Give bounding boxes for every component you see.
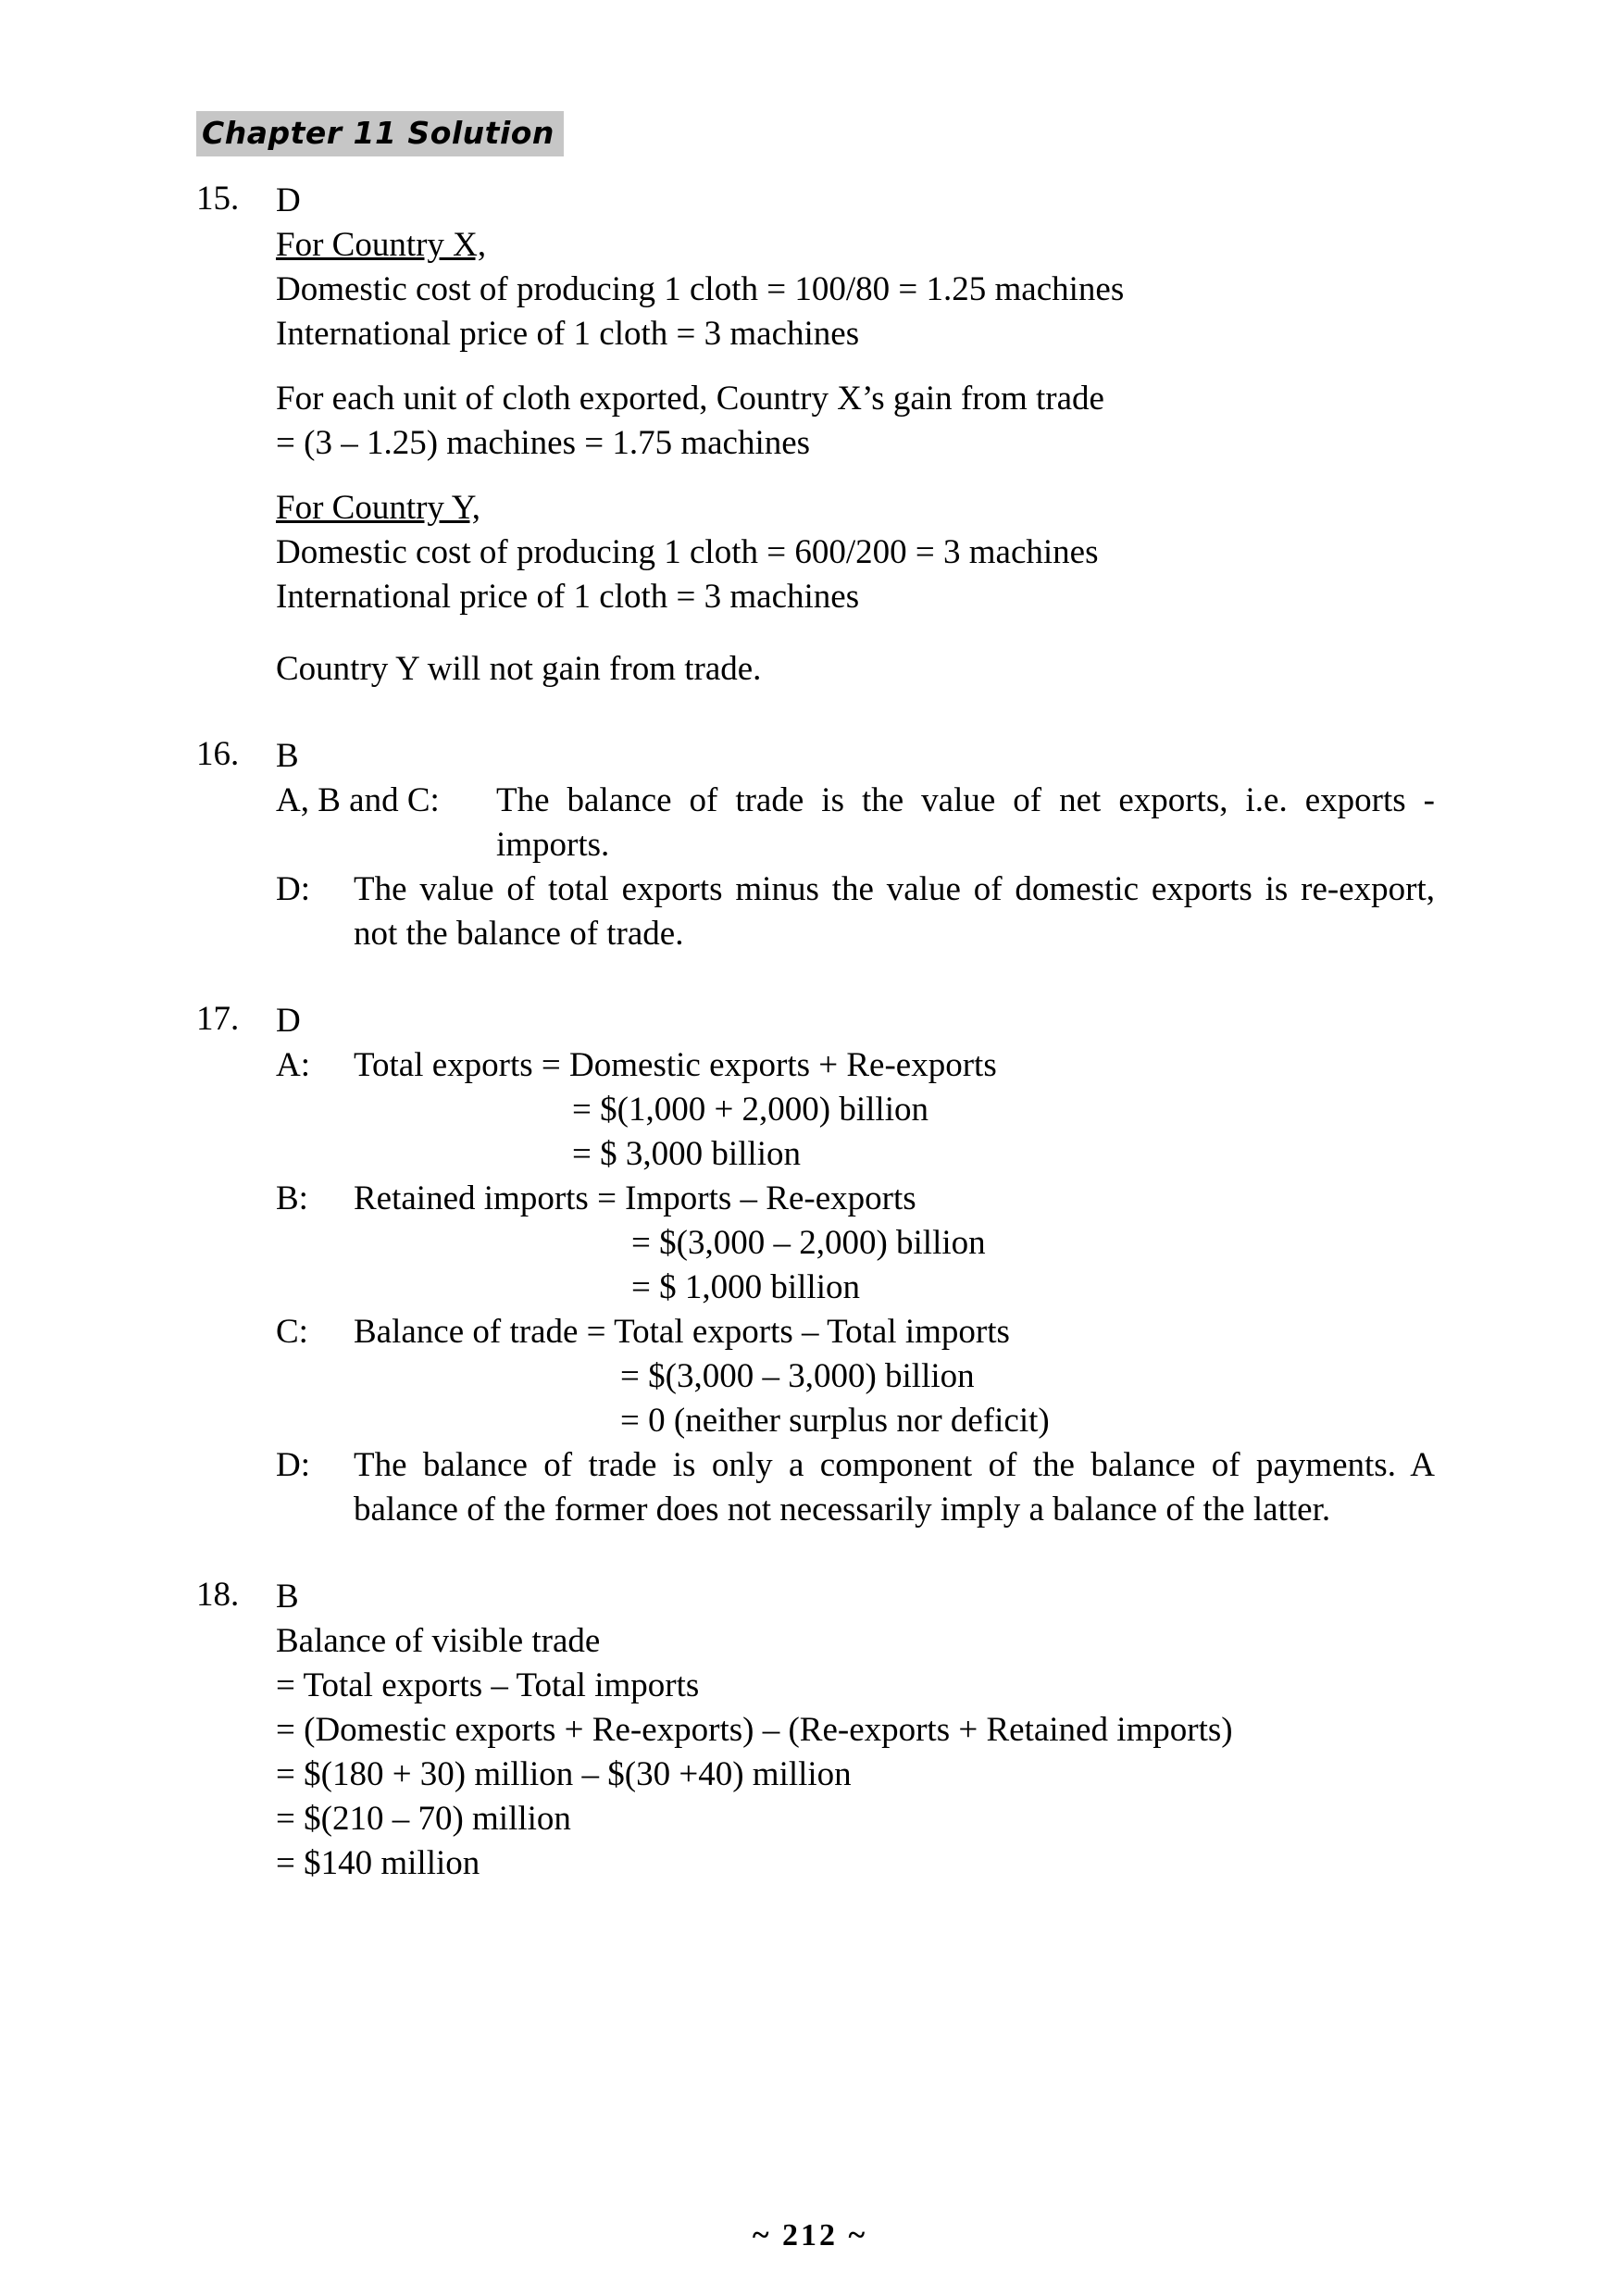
equation-line: = $(3,000 – 2,000) billion [631,1224,986,1263]
question-number: 18. [196,1576,240,1615]
option-label: A, B and C: [276,781,440,820]
option-label: C: [276,1313,308,1352]
page-number: ~ 212 ~ [752,2218,868,2252]
equation-line: = $(1,000 + 2,000) billion [572,1091,928,1129]
option-label: D: [276,1446,310,1485]
question-body [276,999,1435,1532]
question-15 [196,179,1435,692]
question-number: 17. [196,1000,240,1039]
option-explanation: The value of total exports minus the value of domestic exports is re-export, not the balance of trade. [354,870,1435,954]
country-x-heading: For Country X, [276,226,487,265]
solution-line: Domestic cost of producing 1 cloth = 600/200 = 3 machines [276,533,1099,572]
question-16 [196,734,1435,956]
answer-letter: D [276,1002,301,1041]
solution-line: Domestic cost of producing 1 cloth = 100/80 = 1.25 machines [276,270,1125,309]
chapter-title-badge: Chapter 11 Solution [196,111,564,156]
option-row-c [276,1310,1435,1443]
option-working [354,1310,1435,1443]
equation-line: = $ 1,000 billion [631,1268,860,1307]
equation-line: = 0 (neither surplus nor deficit) [620,1402,1050,1441]
solution-line: = (Domestic exports + Re-exports) – (Re-exports + Retained imports) [276,1711,1233,1750]
solution-line: = $140 million [276,1844,480,1883]
option-row-a [276,1043,1435,1177]
option-working [354,1043,1435,1177]
solution-line: = (3 – 1.25) machines = 1.75 machines [276,424,811,463]
option-working [354,1177,1435,1310]
equation-line: Total exports = Domestic exports + Re-exports [354,1046,997,1085]
solution-line: = $(210 – 70) million [276,1800,571,1839]
answer-letter: D [276,181,301,220]
option-label: A: [276,1046,310,1085]
question-17 [196,999,1435,1532]
country-y-heading: For Country Y, [276,489,481,528]
solution-line: For each unit of cloth exported, Country X’s gain from trade [276,380,1104,418]
question-body [276,734,1435,956]
option-explanation: The balance of trade is the value of net exports, i.e. exports - imports. [496,781,1435,865]
solution-line: Balance of visible trade [276,1622,601,1661]
question-number: 15. [196,180,240,218]
equation-line: = $(3,000 – 3,000) billion [620,1357,975,1396]
solution-line: = $(180 + 30) million – $(30 +40) million [276,1755,852,1794]
option-explanation: The balance of trade is only a component of the balance of payments. A balance of the former does not necessarily imply a balance of the latter. [354,1446,1435,1529]
option-row-d [276,1443,1435,1532]
solution-line: International price of 1 cloth = 3 machines [276,315,860,354]
solution-conclusion: Country Y will not gain from trade. [276,650,762,689]
equation-line: Balance of trade = Total exports – Total imports [354,1313,1010,1352]
answer-letter: B [276,737,299,776]
option-row-b [276,1177,1435,1310]
equation-line: Retained imports = Imports – Re-exports [354,1179,916,1218]
question-body [276,1575,1435,1886]
equation-line: = $ 3,000 billion [572,1135,801,1174]
option-label: B: [276,1179,308,1218]
answer-letter: B [276,1578,299,1616]
solution-line: = Total exports – Total imports [276,1666,700,1705]
option-row-abc [276,779,1435,867]
question-18 [196,1575,1435,1886]
option-label: D: [276,870,310,909]
question-body [276,179,1435,692]
question-number: 16. [196,735,240,774]
solution-line: International price of 1 cloth = 3 machines [276,578,860,617]
option-row-d [276,867,1435,956]
